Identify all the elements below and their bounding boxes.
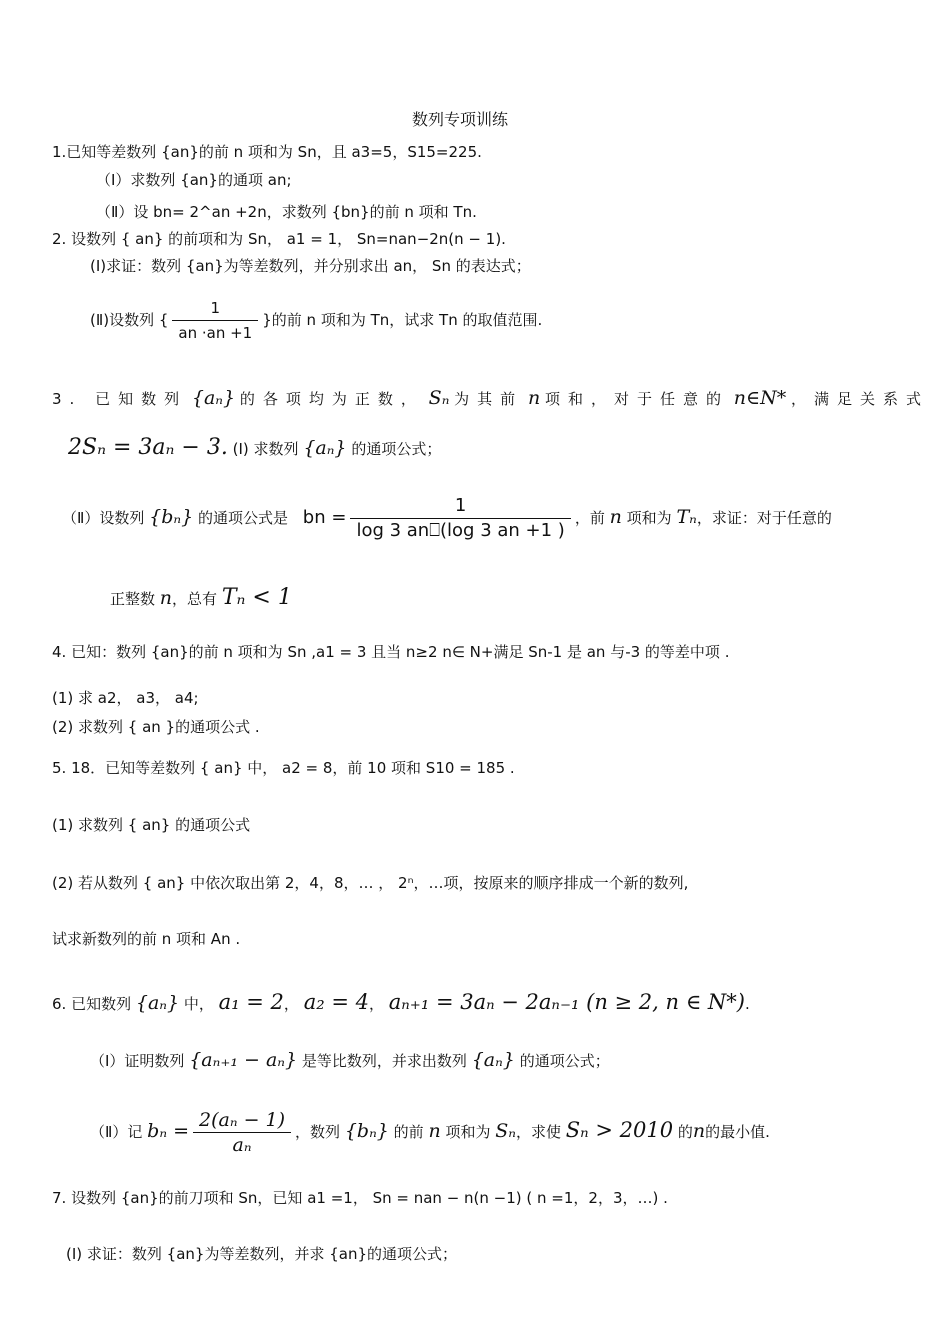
b-n-lhs: bn = xyxy=(302,507,347,528)
n-symbol: n xyxy=(527,387,541,409)
problem-6-stem-text-a: 6. 已知数列 xyxy=(52,995,132,1013)
fraction-numerator: 2(aₙ − 1) xyxy=(193,1110,291,1133)
problem-6-fraction xyxy=(193,1110,291,1155)
problem-1-part-1: （Ⅰ）求数列 {an}的通项 an; xyxy=(96,171,292,189)
problem-3-part-1-label: (Ⅰ) 求数列 xyxy=(232,440,299,458)
n-symbol: n xyxy=(692,1120,706,1142)
problem-2-stem: 2. 设数列 { an} 的前项和为 Sn， a1 = 1， Sn=nan−2n(n − 1). xyxy=(52,230,506,248)
fraction-numerator: 1 xyxy=(350,496,570,519)
problem-5-question-2-cont: 试求新数列的前 n 项和 An . xyxy=(52,930,241,948)
problem-6-part-2-text-f: 的最小值. xyxy=(705,1123,770,1141)
problem-6-part-2-text-e: 的 xyxy=(677,1123,693,1141)
sequence-b-symbol: {bₙ} xyxy=(344,1120,389,1142)
problem-6-part-1-text-a: 是等比数列，并求出数列 xyxy=(301,1052,467,1070)
problem-6-stem-text-b: 中， xyxy=(183,995,214,1013)
problem-3-part-2-text-b: ，前 xyxy=(574,509,605,527)
problem-3-part-2-cont xyxy=(110,585,292,610)
sum-s-symbol: Sₙ xyxy=(495,1120,516,1142)
problem-3-part-2-text-f: ，总有 xyxy=(172,590,218,608)
problem-2-part-2-suffix: }的前 n 项和为 Tn，试求 Tn 的取值范围. xyxy=(262,311,543,329)
problem-1-stem: 1.已知等差数列 {an}的前 n 项和为 Sn，且 a3=5，S15=225. xyxy=(52,143,482,161)
problem-1-part-2: （Ⅱ）设 bn= 2^an +2n，求数列 {bn}的前 n 项和 Tn. xyxy=(96,203,477,221)
problem-3-stem-text-e: ，满足关系式 xyxy=(791,390,930,408)
problem-2-part-1: (Ⅰ)求证：数列 {an}为等差数列，并分别求出 an， Sn 的表达式； xyxy=(90,257,531,275)
difference-sequence: {aₙ₊₁ − aₙ} xyxy=(189,1049,298,1071)
problem-6-part-1-label: （Ⅰ）证明数列 xyxy=(90,1052,185,1070)
problem-3-stem-text-c: 为其前 xyxy=(454,390,524,408)
sequence-b-symbol: {bₙ} xyxy=(149,506,194,528)
recurrence-formula: aₙ₊₁ = 3aₙ − 2aₙ₋₁ (n ≥ 2, n ∈ N*) xyxy=(388,990,745,1014)
problem-5-stem: 5. 18．已知等差数列 { an} 中， a2 = 8，前 10 项和 S10 = 185 . xyxy=(52,759,515,777)
condition-a1: a₁ = 2 xyxy=(218,990,284,1014)
problem-6-part-2-text-c: 项和为 xyxy=(445,1123,491,1141)
b-n-lhs: bₙ = xyxy=(147,1120,189,1142)
problem-3-fraction xyxy=(350,496,570,541)
problem-6-part-1 xyxy=(90,1050,610,1071)
problem-7-stem: 7. 设数列 {an}的前刀项和 Sn，已知 a1 =1， Sn = nan − n(n −1) ( n =1，2，3，…) . xyxy=(52,1189,668,1207)
fraction-denominator: aₙ xyxy=(232,1134,252,1156)
problem-3-stem xyxy=(52,388,929,409)
n-symbol: n xyxy=(428,1120,441,1142)
fraction-denominator: log 3 an⎕(log 3 an +1 ) xyxy=(356,520,565,541)
problem-5-question-1: (1) 求数列 { an} 的通项公式 xyxy=(52,816,251,834)
problem-4-question-2: (2) 求数列 { an }的通项公式 . xyxy=(52,718,260,736)
condition-a2: a₂ = 4 xyxy=(303,990,369,1014)
problem-3-part-2-text-d: ，求证：对于任意的 xyxy=(696,509,832,527)
problem-3-part-2-text-e: 正整数 xyxy=(110,590,156,608)
sequence-a-symbol: {aₙ} xyxy=(191,387,236,409)
inequality-formula: Tₙ < 1 xyxy=(221,585,292,610)
problem-6-part-2-label: （Ⅱ）记 xyxy=(90,1123,143,1141)
problem-6-stem: 6. 已知数列 {aₙ} 中， a₁ = 2， a₂ = 4， aₙ₊₁ = 3aₙ − 2aₙ₋₁ (n ≥ 2, n ∈ N*). xyxy=(52,990,750,1014)
n-symbol: n xyxy=(609,506,622,528)
problem-2-part-2-prefix: (Ⅱ)设数列 { xyxy=(90,311,169,329)
problem-3-part-1 xyxy=(68,435,442,460)
page-title: 数列专项训练 xyxy=(412,110,509,129)
problem-6-part-2-text-d: ，求使 xyxy=(516,1123,562,1141)
problem-2-fraction xyxy=(172,298,258,343)
problem-3-part-1-text: 的通项公式； xyxy=(351,440,442,458)
problem-3-part-2-text-c: 项和为 xyxy=(626,509,672,527)
n-in-naturals: n∈N* xyxy=(733,387,787,409)
sequence-a-symbol: {aₙ} xyxy=(303,437,347,459)
relation-formula: 2Sₙ = 3aₙ − 3. xyxy=(68,435,228,460)
problem-4-question-1: (1) 求 a2， a3， a4; xyxy=(52,689,199,707)
sum-s-symbol: Sₙ xyxy=(428,387,450,409)
problem-2-part-2 xyxy=(90,298,542,343)
problem-3-part-2-text-a: 的通项公式是 xyxy=(198,509,289,527)
problem-6-part-2-text-a: ，数列 xyxy=(295,1123,341,1141)
problem-3-part-2 xyxy=(62,496,832,541)
problem-6-part-2 xyxy=(90,1110,770,1155)
sequence-a-symbol: {aₙ} xyxy=(135,992,180,1014)
problem-3-part-2-label: （Ⅱ）设数列 xyxy=(62,509,145,527)
n-symbol: n xyxy=(159,587,173,609)
t-n-symbol: Tₙ xyxy=(676,506,697,528)
inequality-formula: Sₙ > 2010 xyxy=(565,1118,674,1142)
problem-5-question-2: (2) 若从数列 { an} 中依次取出第 2，4，8，… ， 2ⁿ，…项，按原来的顺序排成一个新的数列, xyxy=(52,874,689,892)
fraction-denominator: an ·an +1 xyxy=(178,324,253,342)
problem-3-stem-text-d: 项和，对于任意的 xyxy=(545,390,730,408)
sequence-a-symbol: {aₙ} xyxy=(471,1049,515,1071)
fraction-numerator: 1 xyxy=(172,298,258,321)
problem-3-stem-text-b: 的各项均为正数， xyxy=(239,390,424,408)
problem-7-part-1: (Ⅰ) 求证：数列 {an}为等差数列，并求 {an}的通项公式； xyxy=(66,1245,458,1263)
problem-4-stem: 4. 已知：数列 {an}的前 n 项和为 Sn ,a1 = 3 且当 n≥2 n∈ N+满足 Sn-1 是 an 与-3 的等差中项 . xyxy=(52,643,730,661)
problem-3-stem-text-a: 3. 已知数列 xyxy=(52,390,188,408)
problem-6-part-1-text-b: 的通项公式； xyxy=(519,1052,610,1070)
problem-6-part-2-text-b: 的前 xyxy=(393,1123,424,1141)
